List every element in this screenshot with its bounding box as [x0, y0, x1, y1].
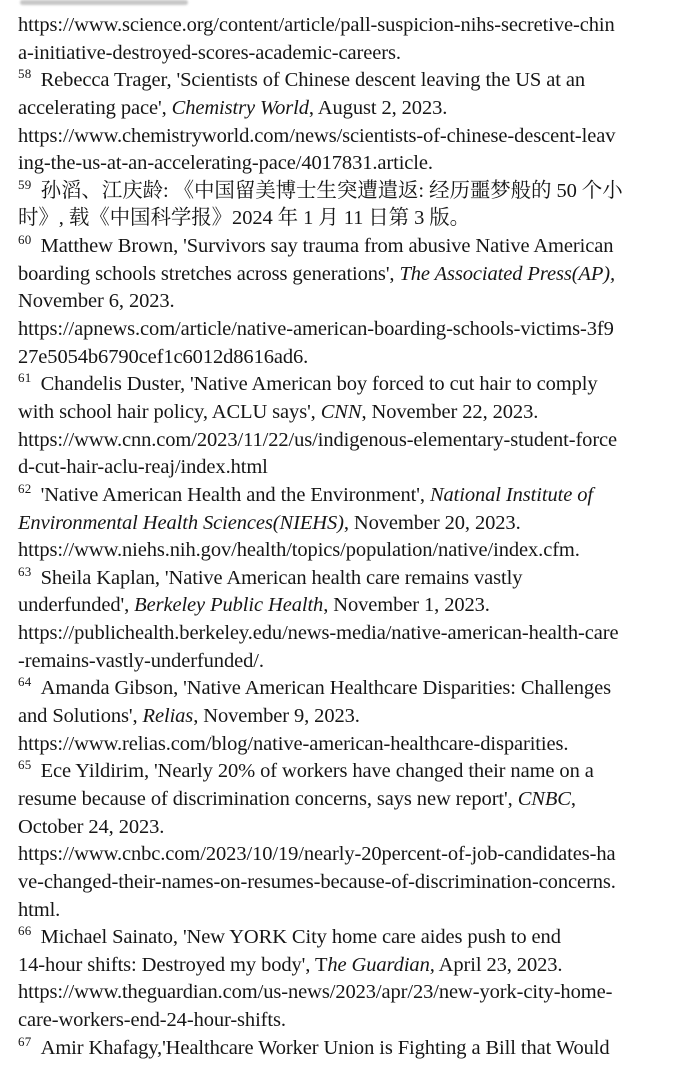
document-line — [18, 1007, 688, 1035]
text-segment: Ece Yildirim, 'Nearly 20% of workers have changed their name on a — [40, 760, 594, 783]
document-line — [18, 454, 688, 482]
text-segment: boarding schools stretches across generations', — [18, 262, 400, 285]
document-line — [18, 703, 688, 731]
document-line — [18, 952, 688, 980]
text-segment: resume because of discrimination concerns, says new report', — [18, 787, 518, 810]
document-line — [18, 592, 688, 620]
document-line — [18, 731, 688, 759]
text-segment: https://www.cnn.com/2023/11/22/us/indigenous-elementary-student-force — [18, 428, 618, 451]
text-segment: a-initiative-destroyed-scores-academic-careers. — [18, 41, 401, 64]
text-segment: https://www.niehs.nih.gov/health/topics/population/native/index.cfm. — [18, 539, 580, 562]
text-segment: National Institute of — [429, 483, 593, 506]
text-segment: Chandelis Duster, 'Native American boy forced to cut hair to comply — [40, 373, 598, 396]
document-line — [18, 786, 688, 814]
text-segment: , November 1, 2023. — [323, 594, 490, 617]
text-segment: underfunded', — [18, 594, 135, 617]
text-segment: 孙滔、江庆龄: 《中国留美博士生突遭遣返: 经历噩梦般的 50 个小 — [40, 179, 623, 202]
document-line — [18, 399, 688, 427]
document-line — [18, 841, 688, 869]
text-segment: 14-hour shifts: Destroyed my body', T — [18, 953, 328, 976]
document-line — [18, 95, 688, 123]
text-segment: CNN — [320, 400, 362, 423]
text-segment: ing-the-us-at-an-accelerating-pace/4017831.article. — [18, 152, 433, 175]
document-line — [18, 316, 688, 344]
text-segment: Amir Khafagy,'Healthcare Worker Union is Fighting a Bill that Would — [40, 1036, 610, 1059]
footnote-number: 64 — [18, 674, 32, 690]
text-segment: https://apnews.com/article/native-american-boarding-schools-victims-3f9 — [18, 318, 614, 341]
text-segment: Environmental Health Sciences(NIEHS) — [18, 511, 344, 534]
text-segment: Relias — [142, 705, 194, 728]
text-segment: Matthew Brown, 'Survivors say trauma from abusive Native American — [40, 235, 614, 258]
text-segment: , — [570, 787, 576, 810]
document-line — [18, 288, 688, 316]
footnote-number: 65 — [18, 757, 32, 773]
text-segment: he Guardian, — [327, 953, 435, 976]
document-line — [18, 261, 688, 289]
text-segment: Berkeley Public Health — [134, 594, 324, 617]
text-segment: October 24, 2023. — [18, 815, 165, 838]
document-line — [18, 869, 688, 897]
text-segment: and Solutions', — [18, 705, 143, 728]
document-line — [18, 897, 688, 925]
text-segment: , August 2, 2023. — [308, 96, 448, 119]
text-segment: CNBC — [517, 787, 571, 810]
document-line — [18, 758, 688, 786]
document-line — [18, 510, 688, 538]
footnote-number: 62 — [18, 480, 32, 496]
document-line — [18, 371, 688, 399]
text-segment: , November 9, 2023. — [193, 705, 360, 728]
document-line — [18, 648, 688, 676]
document-line — [18, 537, 688, 565]
text-segment: d-cut-hair-aclu-reaj/index.html — [18, 456, 268, 479]
footnote-number: 63 — [18, 563, 32, 579]
text-segment: care-workers-end-24-hour-shifts. — [18, 1009, 286, 1032]
footnote-number: 66 — [18, 923, 32, 939]
document-line — [18, 1035, 688, 1063]
document-line — [18, 123, 688, 151]
footnote-number: 58 — [18, 66, 32, 82]
document-line — [18, 979, 688, 1007]
text-segment: https://www.cnbc.com/2023/10/19/nearly-20percent-of-job-candidates-ha — [18, 843, 616, 866]
endnotes-text-block — [18, 12, 688, 1062]
document-line — [18, 205, 688, 233]
document-line — [18, 12, 688, 40]
text-segment: Amanda Gibson, 'Native American Healthcare Disparities: Challenges — [40, 677, 611, 700]
document-line — [18, 67, 688, 95]
document-line — [18, 620, 688, 648]
text-segment: https://www.chemistryworld.com/news/scientists-of-chinese-descent-leav — [18, 124, 616, 147]
text-segment: Sheila Kaplan, 'Native American health care remains vastly — [40, 566, 523, 589]
text-segment: https://publichealth.berkeley.edu/news-media/native-american-health-care — [18, 622, 619, 645]
text-segment: , November 20, 2023. — [343, 511, 521, 534]
text-segment: https://www.science.org/content/article/pall-suspicion-nihs-secretive-chin — [18, 14, 615, 36]
footnote-number: 67 — [18, 1033, 32, 1049]
text-segment: November 6, 2023. — [18, 290, 175, 313]
document-line — [18, 924, 688, 952]
text-segment: April 23, 2023. — [434, 953, 563, 976]
text-segment: with school hair policy, ACLU says', — [18, 400, 321, 423]
text-segment: https://www.relias.com/blog/native-american-healthcare-disparities. — [18, 732, 569, 755]
document-line — [18, 40, 688, 68]
document-line — [18, 675, 688, 703]
document-line — [18, 344, 688, 372]
document-line — [18, 427, 688, 455]
text-segment: https://www.theguardian.com/us-news/2023/apr/23/new-york-city-home- — [18, 981, 613, 1004]
text-segment: The Associated Press(AP), — [399, 262, 616, 285]
text-segment: 27e5054b6790cef1c6012d8616ad6. — [18, 345, 309, 368]
text-segment: Michael Sainato, 'New YORK City home care aides push to end — [40, 926, 561, 949]
footnote-number: 60 — [18, 232, 32, 248]
cropped-text-artifact — [20, 0, 188, 5]
text-segment: html. — [18, 898, 61, 921]
footnote-number: 61 — [18, 370, 32, 386]
text-segment: Rebecca Trager, 'Scientists of Chinese descent leaving the US at an — [40, 69, 586, 92]
document-line — [18, 814, 688, 842]
text-segment: 时》, 载《中国科学报》2024 年 1 月 11 日第 3 版。 — [18, 207, 471, 230]
document-line — [18, 178, 688, 206]
document-line — [18, 233, 688, 261]
footnote-number: 59 — [18, 176, 32, 192]
text-segment: ve-changed-their-names-on-resumes-because-of-discrimination-concerns. — [18, 870, 616, 893]
document-line — [18, 150, 688, 178]
text-segment: , November 22, 2023. — [361, 400, 539, 423]
text-segment: -remains-vastly-underfunded/. — [18, 649, 264, 672]
text-segment: accelerating pace', — [18, 96, 172, 119]
text-segment: Chemistry World — [171, 96, 309, 119]
text-segment: 'Native American Health and the Environment', — [40, 483, 430, 506]
document-line — [18, 482, 688, 510]
document-line — [18, 565, 688, 593]
